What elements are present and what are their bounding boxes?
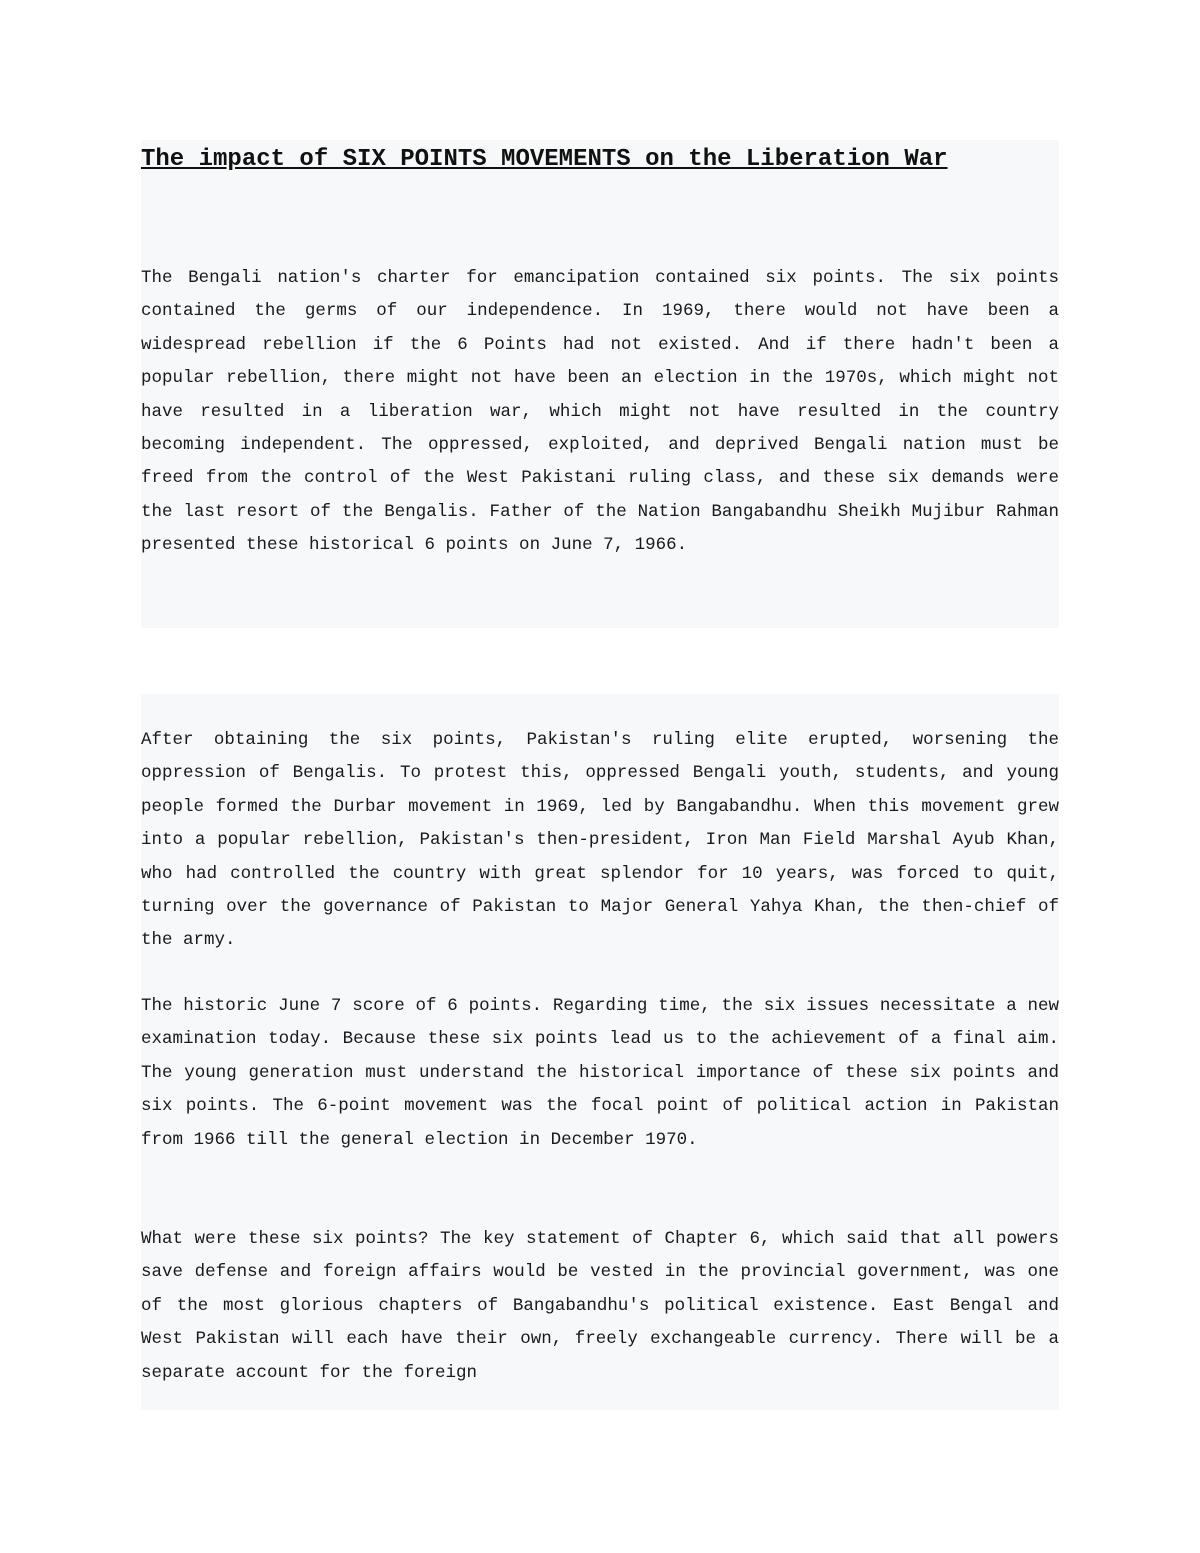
paragraph: The Bengali nation's charter for emancipation contained six points. The six points contained the germs of our independence. In 1969, there would not have been a widespread rebellion if the 6 Points had not existed. And if there hadn't been a popular rebellion, there might not have been an election in the 1970s, which might not have resulted in a liberation war, which might not have resulted in the country becoming independent. The oppressed, exploited, and deprived Bengali nation must be freed from the control of the West Pakistani ruling class, and these six demands were the last resort of the Bengalis. Father of the Nation Bangabandhu Sheikh Mujibur Rahman presented these historical 6 points on June 7, 1966.	[141, 268, 1059, 556]
paragraph: After obtaining the six points, Pakistan's ruling elite erupted, worsening the oppression of Bengalis. To protest this, oppressed Bengali youth, students, and young people formed the Durbar movement in 1969, led by Bangabandhu. When this movement grew into a popular rebellion, Pakistan's then-president, Iron Man Field Marshal Ayub Khan, who had controlled the country with great splendor for 10 years, was forced to quit, turning over the governance of Pakistan to Major General Yahya Khan, the then-chief of the army.	[141, 730, 1059, 951]
paragraph: The historic June 7 score of 6 points. Regarding time, the six issues necessitate a new examination today. Because these six points lead us to the achievement of a final aim. The young generation must understand the historical importance of these six points and six points. The 6-point movement was the focal point of political action in Pakistan from 1966 till the general election in December 1970.	[141, 996, 1059, 1150]
paragraph: What were these six points? The key statement of Chapter 6, which said that all powers save defense and foreign affairs would be vested in the provincial government, was one of the most glorious chapters of Bangabandhu's political existence. East Bengal and West Pakistan will each have their own, freely exchangeable currency. There will be a separate account for the foreign	[141, 1229, 1059, 1383]
document-title: The impact of SIX POINTS MOVEMENTS on the Liberation War	[141, 146, 948, 173]
